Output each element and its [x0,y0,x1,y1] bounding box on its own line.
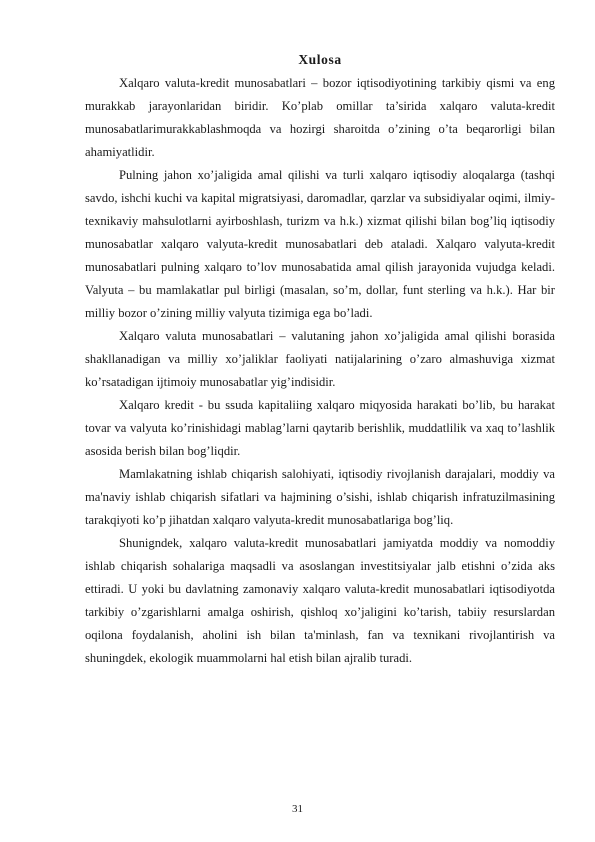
paragraph: Xalqaro valuta munosabatlari – valutaning jahon xo’jaligida amal qilishi borasida shakllanadigan va milliy xo’jaliklar faoliyati natijalarining o’zaro almashuviga xizmat ko’rsatadigan ijtimoiy munosabatlar yig’indisidir. [85,329,555,389]
page-title: Xulosa [298,52,342,67]
paragraph: Xalqaro kredit - bu ssuda kapitaliing xalqaro miqyosida harakati bo’lib, bu harakat tovar va valyuta ko’rinishidagi mablag’larni qaytarib berishlik, muddatlilik va xaq to’lashlik asosida berish bilan bog’liqdir. [85,398,555,458]
paragraph: Mamlakatning ishlab chiqarish salohiyati, iqtisodiy rivojlanish darajalari, moddiy va ma'naviy ishlab chiqarish sifatlari va hajmining o’sishi, ishlab chiqarish infratuzilmasining tarakqiyoti ko’p jihatdan xalqaro valyuta-kredit munosabatlariga bog’liq. [85,467,555,527]
paragraph: Pulning jahon xo’jaligida amal qilishi va turli xalqaro iqtisodiy aloqalarga (tashqi savdo, ishchi kuchi va kapital migratsiyasi, daromadlar, qarzlar va subsidiyalar oqimi, ilmiy-texnikaviy mahsulotlarni ayirboshlash, turizm va h.k.) xizmat qilishi bilan bog’liq iqtisodiy munosabatlar xalqaro valyuta-kredit munosabatlari deb ataladi. Xalqaro valyuta-kredit munosabatlari pulning xalqaro to’lov munosabatida amal qilish jarayonida vujudga keladi. Valyuta – bu mamlakatlar pul birligi (masalan, so’m, dollar, funt sterling va h.k.). Har bir milliy bozor o’zining milliy valyuta tizimiga ega bo’ladi. [85,168,555,320]
paragraph: Xalqaro valuta-kredit munosabatlari – bozor iqtisodiyotining tarkibiy qismi va eng murakkab jarayonlaridan biridir. Ko’plab omillar ta’sirida xalqaro valuta-kredit munosabatlarimurakkablashmoqda va hozirgi sharoitda o’zining o’ta beqarorligi bilan ahamiyatlidir. [85,76,555,159]
document-body [85,50,555,670]
page-number: 31 [292,803,303,815]
paragraph: Shunigndek, xalqaro valuta-kredit munosabatlari jamiyatda moddiy va nomoddiy ishlab chiqarish sohalariga maqsadli va asoslangan investitsiyalar jalb etishni o’zida aks ettiradi. U yoki bu davlatning zamonaviy xalqaro valuta-kredit munosabatlari iqtisodiyotda tarkibiy o’zgarishlarni amalga oshirish, qishloq xo’jaligini ko’tarish, tabiiy resurslardan oqilona foydalanish, aholini ish bilan ta'minlash, fan va texnikani rivojlantirish va shuningdek, ekologik muammolarni hal etish bilan ajralib turadi. [85,536,555,665]
